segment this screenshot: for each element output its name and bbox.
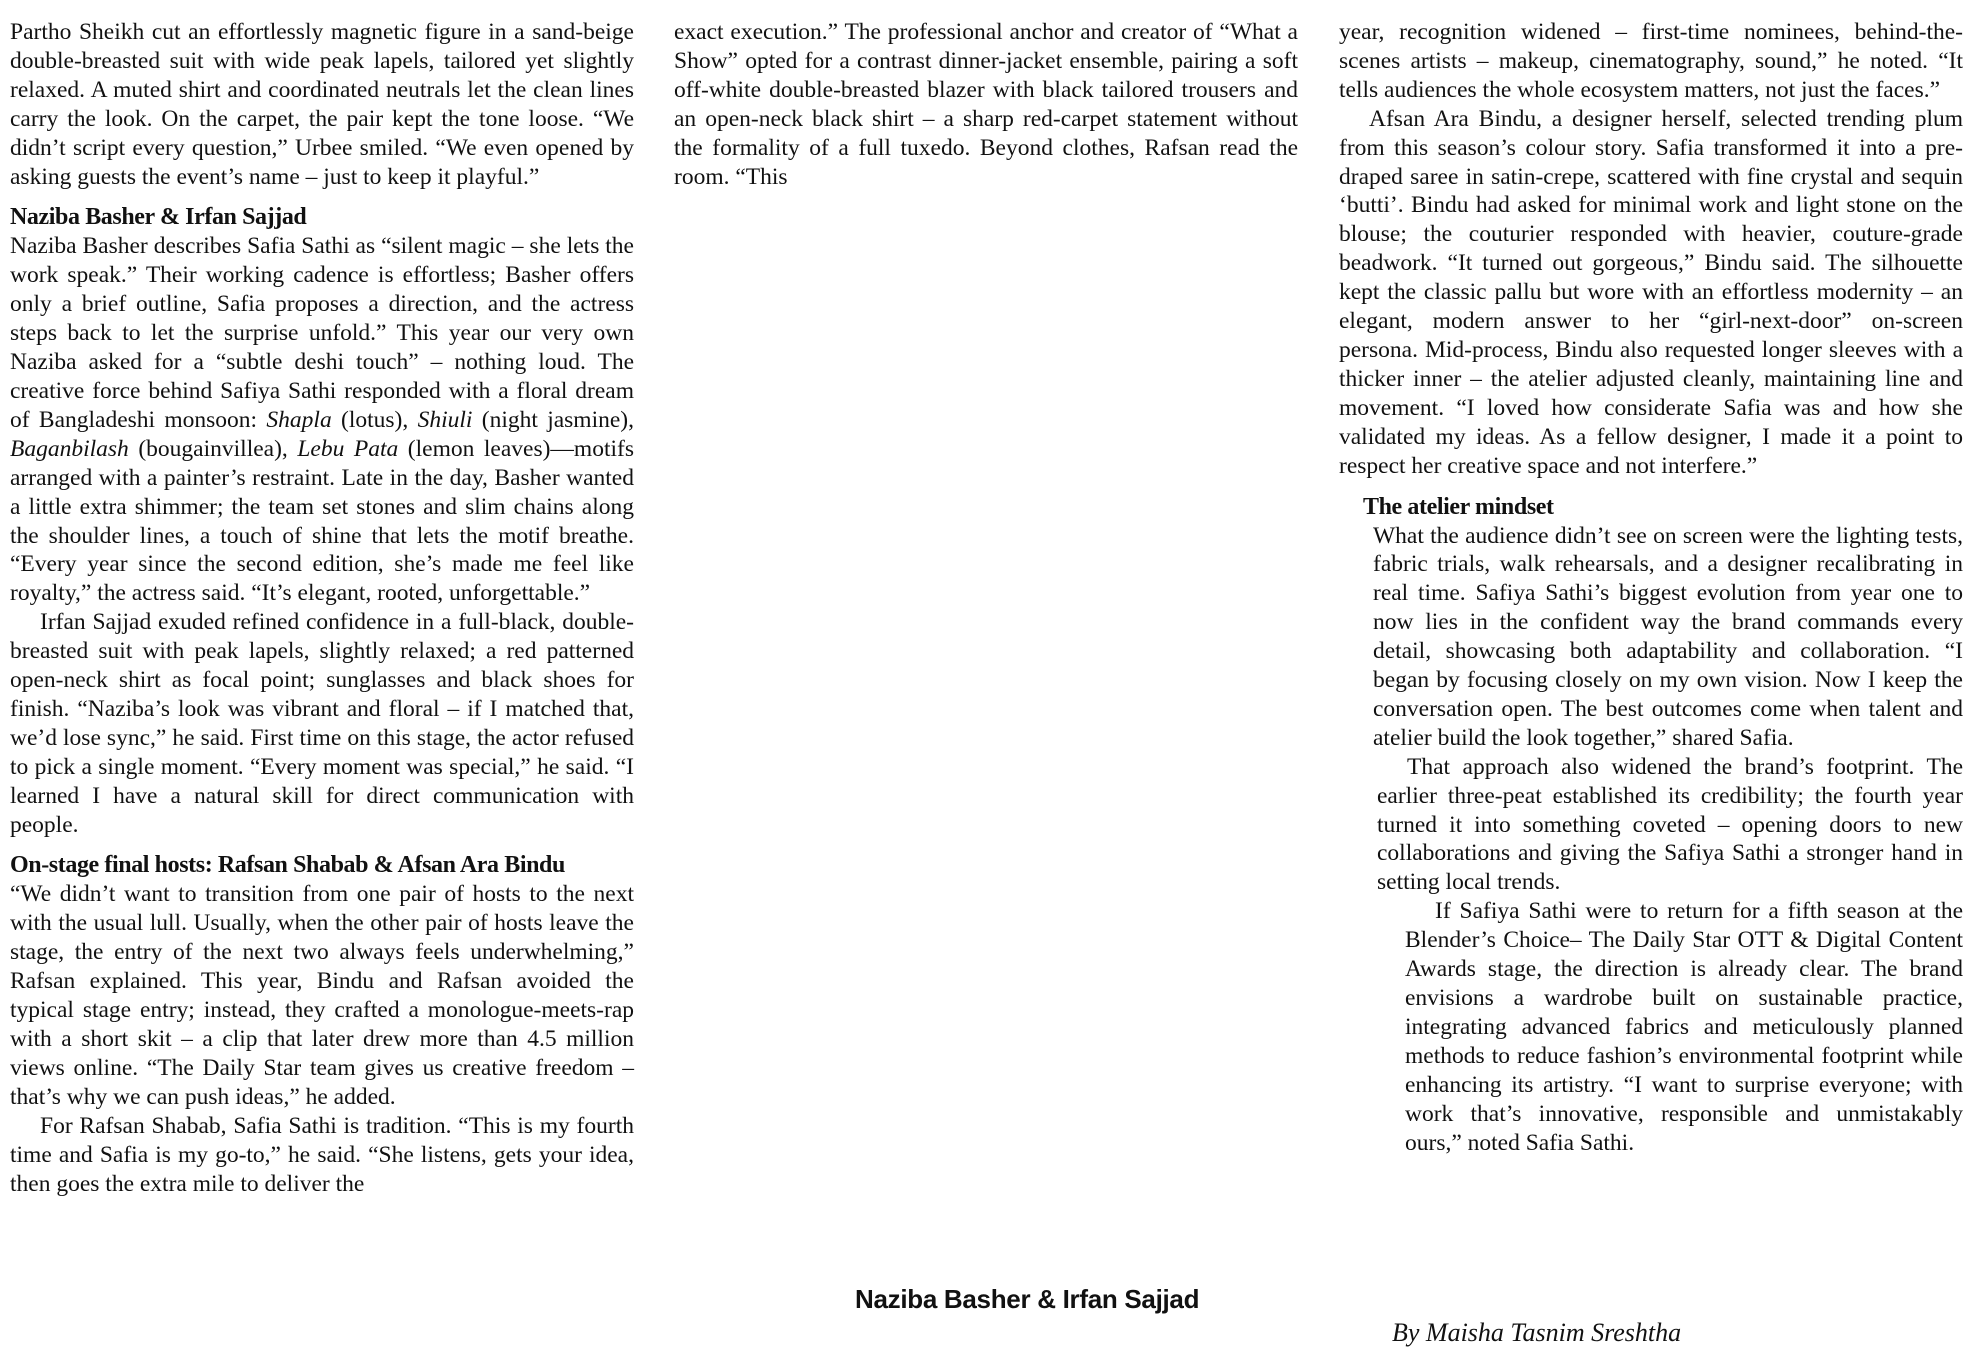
motif-lebu-pata: Lebu Pata [297,435,399,462]
article-column-3 [1339,18,1963,1157]
paragraph-intro: Partho Sheikh cut an effortlessly magnetic figure in a sand-beige double-breasted suit with wide peak lapels, tailored yet slightly relaxed. A muted shirt and coordinated neutrals let the clean lines carry the look. On the carpet, the pair kept the tone loose. “We didn’t script every question,” Urbee smiled. “We even opened by asking guests the event’s name – just to keep it playful.” [10,19,634,190]
paragraph-naziba-text-a: Naziba Basher describes Safia Sathi as “silent magic – she lets the work speak.” Their working cadence is effortless; Basher offers only a brief outline, Safia proposes a direction, and the actress steps back to let the surprise unfold.” This year our very own Naziba asked for a “subtle deshi touch” – nothing loud. The creative force behind Safiya Sathi responded with a floral dream of Bangladeshi monsoon: [10,233,634,433]
paragraph-bindu: Afsan Ara Bindu, a designer herself, selected trending plum from this season’s colour story. Safia transformed it into a pre-draped saree in satin-crepe, scattered with fine crystal and sequin ‘butti’. Bindu had asked for minimal work and light stone on the blouse; the couturier responded with heavier, couture-grade beadwork. “It turned out gorgeous,” Bindu said. The silhouette kept the classic pallu but wore with an effortless modernity – an elegant, modern answer to her “girl-next-door” on-screen persona. Mid-process, Bindu also requested longer sleeves with a thicker inner – the atelier adjusted cleanly, maintaining line and movement. “I loved how considerate Safia was and how she validated my ideas. As a fellow designer, I made it a point to respect her creative space and not interfere.” [1339,105,1963,479]
paragraph-atelier: What the audience didn’t see on screen were the lighting tests, fabric trials, walk rehearsals, and a designer recalibrating in real time. Safiya Sathi’s biggest evolution from year one to now lies in the confident way the brand commands every detail, showcasing both adaptability and collaboration. “I began by focusing closely on my own vision. Now I keep the conversation open. The best outcomes come when talent and atelier build the look together,” shared Safia. [1373,522,1963,751]
motif-shiuli: Shiuli [417,406,473,433]
motif-shapla-gloss: (lotus), [331,406,418,433]
section-heading-atelier-mindset: The atelier mindset [1363,493,1554,520]
author-byline: By Maisha Tasnim Sreshtha [1392,1318,1682,1347]
article-column-2 [674,18,1298,191]
paragraph-rafsan: For Rafsan Shabab, Safia Sathi is tradition. “This is my fourth time and Safia is my go-to,” he said. “She listens, gets your idea, then goes the extra mile to deliver the [10,1112,634,1197]
paragraph-footprint: That approach also widened the brand’s footprint. The earlier three-peat established its credibility; the fourth year turned it into something coveted – opening doors to new collaborations and giving the Safiya Sathi a stronger hand in setting local trends. [1377,753,1963,896]
photo-area [674,200,1298,1270]
motif-shapla: Shapla [266,406,332,433]
paragraph-rafsan-end: year, recognition widened – first-time nominees, behind-the-scenes artists – makeup, cinematography, sound,” he noted. “It tells audiences the whole ecosystem matters, not just the faces.” [1339,19,1963,103]
paragraph-rafsan-continued: exact execution.” The professional anchor and creator of “What a Show” opted for a contrast dinner-jacket ensemble, pairing a soft off-white double-breasted blazer with black tailored trousers and an open-neck black shirt – a sharp red-carpet statement without the formality of a full tuxedo. Beyond clothes, Rafsan read the room. “This [674,19,1298,190]
section-heading-final-hosts: On-stage final hosts: Rafsan Shabab & Afsan Ara Bindu [10,852,565,879]
paragraph-irfan: Irfan Sajjad exuded refined confidence in a full-black, double-breasted suit with peak lapels, slightly relaxed; a red patterned open-neck shirt as focal point; sunglasses and black shoes for finish. “Naziba’s look was vibrant and floral – if I matched that, we’d lose sync,” he said. First time on this stage, the actor refused to pick a single moment. “Every moment was special,” he said. “I learned I have a natural skill for direct communication with people. [10,609,634,838]
paragraph-naziba-text-b: (lemon leaves)—motifs arranged with a painter’s restraint. Late in the day, Basher wanted a little extra shimmer; the team set stones and slim chains along the shoulder lines, a touch of shine that lets the motif breathe. “Every year since the second edition, she’s made me feel like royalty,” the actress said. “It’s elegant, rooted, unforgettable.” [10,435,634,607]
article-column-1 [10,18,634,1198]
motif-shiuli-gloss: (night jasmine), [472,406,634,433]
section-heading-naziba-irfan: Naziba Basher & Irfan Sajjad [10,204,307,231]
motif-baganbilash: Baganbilash [10,435,129,462]
paragraph-hosts: “We didn’t want to transition from one pair of hosts to the next with the usual lull. Usually, when the other pair of hosts leave the stage, the entry of the next two always feels underwhelming,” Rafsan explained. This year, Bindu and Rafsan avoided the typical stage entry; instead, they crafted a monologue-meets-rap with a short skit – a clip that later drew more than 4.5 million views online. “The Daily Star team gives us creative freedom – that’s why we can push ideas,” he added. [10,881,634,1110]
paragraph-naziba [10,232,634,608]
photo-caption: Naziba Basher & Irfan Sajjad [855,1284,1200,1314]
motif-baganbilash-gloss: (bougainvillea), [128,435,298,462]
paragraph-fifth-season: If Safiya Sathi were to return for a fifth season at the Blender’s Choice– The Daily Star OTT & Digital Content Awards stage, the direction is already clear. The brand envisions a wardrobe built on sustainable practice, integrating advanced fabrics and meticulously planned methods to reduce fashion’s environmental footprint while enhancing its artistry. “I want to surprise everyone; with work that’s innovative, responsible and unmistakably ours,” noted Safia Sathi. [1405,898,1963,1156]
